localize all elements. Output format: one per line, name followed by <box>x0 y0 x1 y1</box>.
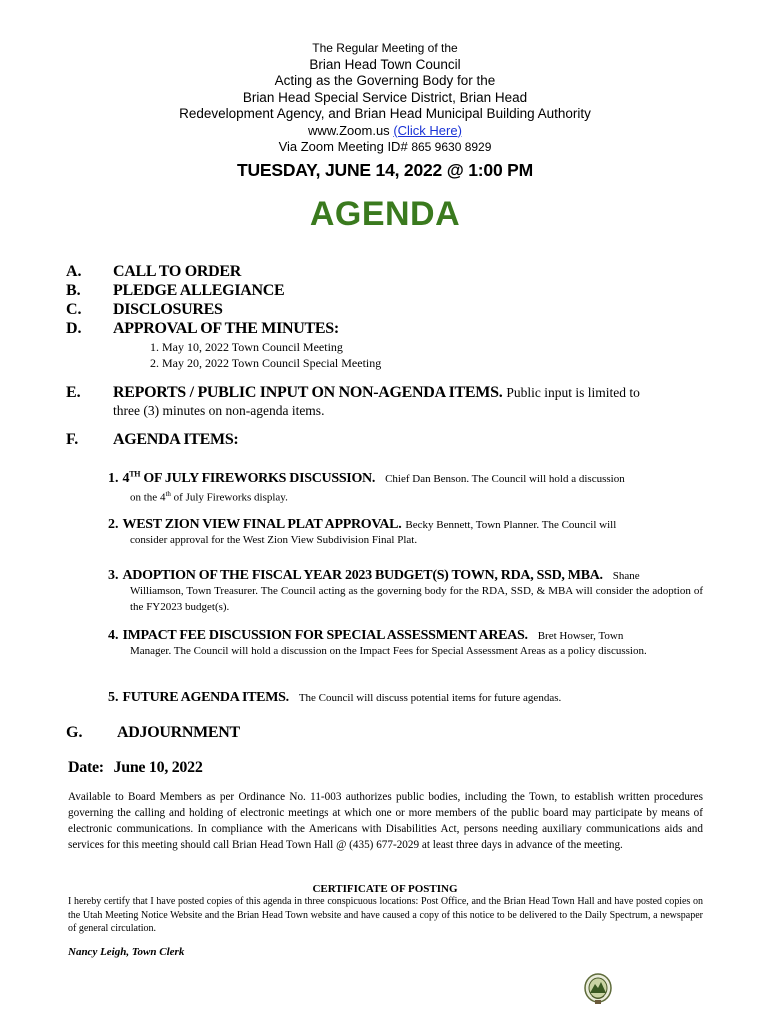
meeting-id: 865 9630 8929 <box>411 140 492 154</box>
header-line-2: Brian Head Town Council <box>309 56 461 72</box>
agenda-title: AGENDA <box>309 194 461 233</box>
agenda-item-5-title: FUTURE AGENDA ITEMS. <box>122 690 289 705</box>
section-g-title: ADJOURNMENT <box>117 724 240 741</box>
section-a-title: CALL TO ORDER <box>113 263 241 280</box>
meeting-id-line <box>0 139 770 156</box>
agenda-item-4-desc-cont: Manager. The Council will hold a discussion on the Impact Fees for Special Assessment Areas as a policy discussion. <box>130 645 647 657</box>
section-f-letter: F. <box>66 431 79 448</box>
agenda-item-1-desc: Chief Dan Benson. The Council will hold a discussion <box>385 473 625 485</box>
agenda-item-3-desc-cont: Williamson, Town Treasurer. The Council acting as the governing body for the RDA, SSD, & MBA will consider the adoption of the FY2023 budget(s). <box>130 585 703 613</box>
section-c-letter: C. <box>66 301 82 318</box>
agenda-item-1-desc-cont: on the 4th of July Fireworks display. <box>130 490 288 504</box>
section-c-title: DISCLOSURES <box>113 301 223 318</box>
section-e-title: REPORTS / PUBLIC INPUT ON NON-AGENDA ITEMS. <box>113 384 503 401</box>
agenda-item-2-desc-cont: consider approval for the West Zion View Subdivision Final Plat. <box>130 534 418 546</box>
section-a-letter: A. <box>66 263 82 280</box>
agenda-item-5-desc: The Council will discuss potential items for future agendas. <box>298 692 562 704</box>
section-b-title: PLEDGE ALLEGIANCE <box>113 282 285 299</box>
header-line-4: Brian Head Special Service District, Brian Head <box>242 89 528 105</box>
posting-date <box>68 759 203 777</box>
agenda-item-1 <box>108 469 703 506</box>
agenda-item-4 <box>108 626 703 660</box>
agenda-item-4-number: 4. <box>108 628 119 643</box>
minutes-item-1: 1. May 10, 2022 Town Council Meeting <box>150 340 343 354</box>
section-e-desc-cont: three (3) minutes on non-agenda items. <box>113 403 325 418</box>
minutes-item-2: 2. May 20, 2022 Town Council Special Meeting <box>150 356 382 370</box>
meeting-datetime: TUESDAY, JUNE 14, 2022 @ 1:00 PM <box>237 159 533 180</box>
agenda-item-3-title: ADOPTION OF THE FISCAL YEAR 2023 BUDGET(S) TOWN, RDA, SSD, MBA. <box>122 568 603 583</box>
section-g-letter: G. <box>66 724 83 741</box>
section-d-letter: D. <box>66 320 82 337</box>
section-e-letter: E. <box>66 384 81 401</box>
agenda-item-3-number: 3. <box>108 568 119 583</box>
ada-notice: Available to Board Members as per Ordinance No. 11-003 authorizes public bodies, including the Town, to establish written procedures governing the calling and holding of electronic meetings at which one or more members of the public board may participate by means of electronic communications. In compliance with the Americans with Disabilities Act, persons needing auxiliary communications aids and services for this meeting should call Brian Head Town Hall @ (435) 677-2029 at least three days in advance of the meeting. <box>68 791 703 851</box>
zoom-line <box>0 123 770 140</box>
agenda-item-1-title: 4TH OF JULY FIREWORKS DISCUSSION. <box>122 469 376 486</box>
agenda-item-2-desc: Becky Bennett, Town Planner. The Council will <box>405 519 617 531</box>
agenda-item-3 <box>108 566 703 615</box>
date-label: Date: <box>68 759 104 776</box>
agenda-item-2-number: 2. <box>108 517 119 532</box>
agenda-item-5 <box>108 688 703 706</box>
certificate-title: CERTIFICATE OF POSTING <box>312 883 458 895</box>
agenda-item-4-desc: Bret Howser, Town <box>537 630 624 642</box>
meeting-id-label: Via Zoom Meeting ID# <box>278 139 408 154</box>
agenda-item-3-desc: Shane <box>612 570 640 582</box>
section-b-letter: B. <box>66 282 81 299</box>
section-d-title: APPROVAL OF THE MINUTES: <box>113 320 339 337</box>
header-line-3: Acting as the Governing Body for the <box>274 73 496 88</box>
header-line-1: The Regular Meeting of the <box>312 41 458 55</box>
town-seal-icon <box>583 972 613 1006</box>
agenda-item-2-title: WEST ZION VIEW FINAL PLAT APPROVAL. <box>122 517 402 532</box>
meeting-header <box>0 40 770 234</box>
zoom-site: www.Zoom.us <box>308 122 390 138</box>
clerk-signature: Nancy Leigh, Town Clerk <box>68 946 185 958</box>
agenda-item-1-number: 1. <box>108 471 119 486</box>
section-e <box>113 384 705 402</box>
section-e-desc: Public input is limited to <box>506 385 640 400</box>
agenda-item-5-number: 5. <box>108 690 119 705</box>
section-f-title: AGENDA ITEMS: <box>113 431 239 448</box>
date-value: June 10, 2022 <box>113 759 203 776</box>
agenda-item-2 <box>108 515 703 549</box>
zoom-click-link[interactable]: (Click Here) <box>393 122 462 138</box>
header-line-5: Redevelopment Agency, and Brian Head Municipal Building Authority <box>179 106 591 121</box>
certificate-text: I hereby certify that I have posted copies of this agenda in three conspicuous locations: Post Office, and the Brian Head Town Hall and have posted copies on the Utah Meeting Notice Website and the Brian Head Town website and have caused a copy of this notice to be delivered to the Daily Spectrum, a newspaper of general circulation. <box>68 896 703 934</box>
agenda-item-4-title: IMPACT FEE DISCUSSION FOR SPECIAL ASSESSMENT AREAS. <box>122 628 528 643</box>
